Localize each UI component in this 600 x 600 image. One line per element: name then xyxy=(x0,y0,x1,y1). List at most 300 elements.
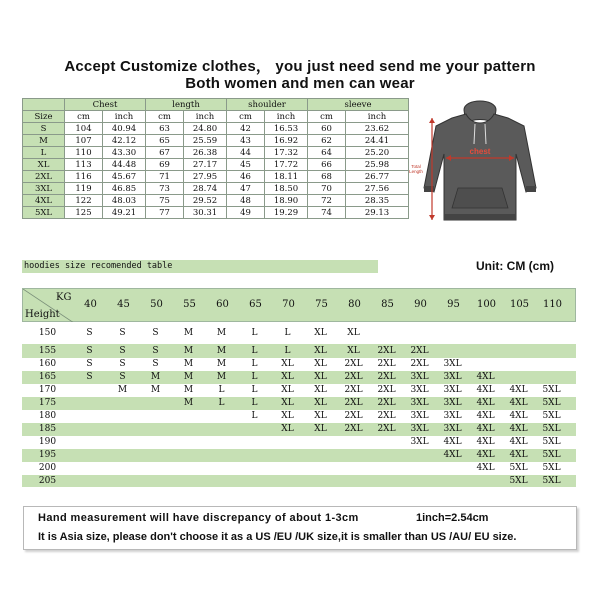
measurement-cell: 60 xyxy=(308,123,346,135)
size-row xyxy=(23,195,409,207)
recommended-size-cell: 4XL xyxy=(509,424,528,434)
height-row xyxy=(22,436,576,449)
recommended-size-cell: 4XL xyxy=(443,437,462,447)
recommended-size-cell: L xyxy=(251,372,258,382)
recommended-size-cell: 2XL xyxy=(344,398,363,408)
measurement-cell: 64 xyxy=(308,147,346,159)
recommended-size-cell: S xyxy=(152,346,159,356)
notes-box xyxy=(23,506,577,550)
recommended-size-cell: M xyxy=(183,398,194,408)
height-cell: 170 xyxy=(38,385,57,395)
cuff-right xyxy=(526,186,536,192)
recommended-size-cell: M xyxy=(216,346,227,356)
measurement-cell: 19.29 xyxy=(265,207,308,219)
measurement-cell: 27.95 xyxy=(184,171,227,183)
recommended-size-cell: 3XL xyxy=(410,385,429,395)
measurement-cell: 49 xyxy=(227,207,265,219)
recommended-size-cell: S xyxy=(152,328,159,338)
recommended-size-cell: M xyxy=(216,359,227,369)
recommended-size-cell xyxy=(436,475,469,487)
recommended-size-cell: 4XL xyxy=(476,463,495,473)
recommended-size-cell: M xyxy=(216,328,227,338)
measurement-cell: 69 xyxy=(146,159,184,171)
recommended-size-cell xyxy=(271,462,304,475)
recommended-size-cell xyxy=(139,475,172,487)
recommended-size-cell xyxy=(238,449,271,462)
recommended-size-cell: M xyxy=(183,385,194,395)
size-row xyxy=(23,183,409,195)
group-chest: Chest xyxy=(65,99,146,111)
recommended-size-cell: XL xyxy=(314,372,327,382)
recommended-size-cell xyxy=(502,322,535,344)
recommended-size-cell xyxy=(139,410,172,423)
recommended-size-cell xyxy=(271,475,304,487)
inch-conversion-note: 1inch=2.54cm xyxy=(416,512,489,524)
recommended-size-cell: M xyxy=(183,328,194,338)
size-label-cell: 2XL xyxy=(23,171,65,183)
size-row xyxy=(23,123,409,135)
measurement-cell: 63 xyxy=(146,123,184,135)
size-label-cell: M xyxy=(23,135,65,147)
recommended-size-cell: 5XL xyxy=(542,385,561,395)
measurement-cell: 26.38 xyxy=(184,147,227,159)
recommended-size-cell xyxy=(205,410,238,423)
recommended-size-cell: L xyxy=(251,346,258,356)
recommended-size-cell xyxy=(502,358,535,371)
recommended-size-cell: L xyxy=(251,359,258,369)
measurement-cell: 24.80 xyxy=(184,123,227,135)
measurement-cell: 17.72 xyxy=(265,159,308,171)
recommended-size-cell: L xyxy=(251,398,258,408)
hem xyxy=(444,214,516,220)
recommended-size-cell xyxy=(271,449,304,462)
recommended-size-cell xyxy=(106,410,139,423)
recommended-size-cell: S xyxy=(119,359,126,369)
measurement-cell: 29.13 xyxy=(346,207,409,219)
recommended-size-cell xyxy=(469,344,502,358)
measurement-cell: 116 xyxy=(65,171,103,183)
recommended-size-cell: L xyxy=(251,385,258,395)
measurement-cell: 29.52 xyxy=(184,195,227,207)
height-row xyxy=(22,344,576,358)
height-row xyxy=(22,397,576,410)
measurement-cell: 62 xyxy=(308,135,346,147)
size-label-cell: L xyxy=(23,147,65,159)
unit-cell: cm xyxy=(146,111,184,123)
height-row xyxy=(22,358,576,371)
recommended-size-cell xyxy=(73,384,106,397)
size-label-cell: 3XL xyxy=(23,183,65,195)
recommended-size-cell xyxy=(106,475,139,487)
weight-header-cell: 100 xyxy=(476,299,497,310)
size-row xyxy=(23,159,409,171)
measurement-cell: 122 xyxy=(65,195,103,207)
size-measurement-table xyxy=(22,98,409,219)
recommended-size-cell: 5XL xyxy=(542,424,561,434)
recommended-size-cell xyxy=(271,436,304,449)
size-row xyxy=(23,147,409,159)
size-label-cell: S xyxy=(23,123,65,135)
recommended-size-cell: 3XL xyxy=(443,372,462,382)
measurement-cell: 28.35 xyxy=(346,195,409,207)
recommended-size-cell xyxy=(139,462,172,475)
recommended-size-cell xyxy=(205,436,238,449)
weight-header-cell: 85 xyxy=(381,299,394,310)
height-cell: 200 xyxy=(38,463,57,473)
measurement-cell: 45.67 xyxy=(103,171,146,183)
recommended-size-cell: S xyxy=(119,328,126,338)
recommended-size-cell: 3XL xyxy=(443,385,462,395)
measurement-cell: 16.53 xyxy=(265,123,308,135)
recommended-size-cell: 2XL xyxy=(377,411,396,421)
recommended-size-cell xyxy=(403,322,436,344)
measurement-cell: 71 xyxy=(146,171,184,183)
recommended-size-cell: M xyxy=(150,385,161,395)
measurement-cell: 23.62 xyxy=(346,123,409,135)
size-label-cell: 4XL xyxy=(23,195,65,207)
weight-header-cell: 110 xyxy=(542,299,563,310)
weight-header-cell: 60 xyxy=(216,299,229,310)
weight-header-cell: 105 xyxy=(509,299,530,310)
recommended-size-cell xyxy=(205,462,238,475)
recommended-size-cell: 4XL xyxy=(509,450,528,460)
height-cell: 155 xyxy=(38,346,57,356)
measurement-cell: 25.98 xyxy=(346,159,409,171)
recommended-size-cell: 5XL xyxy=(509,476,528,486)
recommended-size-cell xyxy=(403,449,436,462)
chest-label: chest xyxy=(469,147,491,156)
recommended-size-cell xyxy=(238,423,271,436)
height-cell: 195 xyxy=(38,450,57,460)
recommended-size-cell xyxy=(502,344,535,358)
recommended-size-cell xyxy=(172,462,205,475)
measurement-cell: 25.20 xyxy=(346,147,409,159)
height-row xyxy=(22,371,576,384)
recommended-size-cell: 2XL xyxy=(377,372,396,382)
measurement-cell: 25.59 xyxy=(184,135,227,147)
unit-cell: inch xyxy=(184,111,227,123)
length-arrowhead-bottom xyxy=(429,215,435,220)
recommended-size-cell xyxy=(73,449,106,462)
group-length: length xyxy=(146,99,227,111)
recommended-size-cell xyxy=(172,410,205,423)
recommended-size-cell: S xyxy=(119,346,126,356)
height-label: Height xyxy=(25,309,60,320)
recommended-size-cell: 4XL xyxy=(476,424,495,434)
measurement-note: Hand measurement will have discrepancy of about 1-3cm xyxy=(38,512,359,524)
recommended-size-cell: 4XL xyxy=(476,385,495,395)
group-shoulder: shoulder xyxy=(227,99,308,111)
height-cell: 175 xyxy=(38,398,57,408)
recommended-size-cell: 2XL xyxy=(344,385,363,395)
recommended-size-cell: 4XL xyxy=(476,372,495,382)
recommended-size-cell xyxy=(436,462,469,475)
recommended-size-cell xyxy=(106,436,139,449)
recommended-size-cell: S xyxy=(152,359,159,369)
recommended-size-cell xyxy=(403,462,436,475)
recommended-size-cell xyxy=(172,449,205,462)
recommended-size-cell: 5XL xyxy=(542,437,561,447)
weight-header-cell: 90 xyxy=(414,299,427,310)
measurement-cell: 18.11 xyxy=(265,171,308,183)
size-column-label: Size xyxy=(23,111,65,123)
recommended-size-cell xyxy=(304,449,337,462)
unit-label: Unit: CM (cm) xyxy=(476,259,554,273)
measurement-cell: 18.90 xyxy=(265,195,308,207)
measurement-cell: 49.21 xyxy=(103,207,146,219)
recommended-size-cell xyxy=(106,449,139,462)
recommended-size-cell: L xyxy=(284,328,291,338)
height-row xyxy=(22,384,576,397)
recommended-size-cell xyxy=(337,449,370,462)
recommended-size-cell: 3XL xyxy=(410,372,429,382)
recommended-size-cell: XL xyxy=(281,398,294,408)
weight-header-cell: 80 xyxy=(348,299,361,310)
recommended-size-cell: S xyxy=(119,372,126,382)
recommended-size-cell: 2XL xyxy=(410,346,429,356)
unit-cell: cm xyxy=(65,111,103,123)
height-cell: 190 xyxy=(38,437,57,447)
recommended-size-cell: M xyxy=(117,385,128,395)
recommended-size-cell: L xyxy=(251,411,258,421)
recommended-size-cell xyxy=(436,344,469,358)
title-line-2: Both women and men can wear xyxy=(185,75,415,92)
recommended-size-cell: 4XL xyxy=(509,398,528,408)
recommended-size-cell: 4XL xyxy=(476,437,495,447)
recommended-size-cell xyxy=(73,397,106,410)
recommended-size-cell: 2XL xyxy=(344,359,363,369)
recommended-size-cell: 4XL xyxy=(476,398,495,408)
size-label-cell: XL xyxy=(23,159,65,171)
recommended-size-cell xyxy=(370,322,403,344)
weight-header-cell: 45 xyxy=(117,299,130,310)
recommended-size-cell: 2XL xyxy=(377,346,396,356)
recommended-size-cell xyxy=(106,397,139,410)
measurement-cell: 125 xyxy=(65,207,103,219)
measurement-cell: 16.92 xyxy=(265,135,308,147)
measurement-cell: 30.31 xyxy=(184,207,227,219)
recommended-size-cell xyxy=(139,423,172,436)
recommended-size-cell: L xyxy=(251,328,258,338)
recommended-size-cell: 2XL xyxy=(377,359,396,369)
recommended-size-cell: XL xyxy=(314,398,327,408)
recommended-size-cell: XL xyxy=(347,346,360,356)
recommended-size-cell: XL xyxy=(314,328,327,338)
measurement-cell: 48 xyxy=(227,195,265,207)
recommended-size-cell xyxy=(469,358,502,371)
recommended-size-cell: 3XL xyxy=(410,424,429,434)
recommended-size-cell: L xyxy=(218,385,225,395)
recommended-size-cell xyxy=(403,475,436,487)
recommended-size-cell xyxy=(106,462,139,475)
height-row xyxy=(22,410,576,423)
recommended-size-cell xyxy=(370,436,403,449)
measurement-cell: 47 xyxy=(227,183,265,195)
measurement-cell: 42.12 xyxy=(103,135,146,147)
measurement-cell: 42 xyxy=(227,123,265,135)
recommended-size-cell: XL xyxy=(281,385,294,395)
recommended-size-cell: 4XL xyxy=(476,411,495,421)
recommended-size-cell xyxy=(337,475,370,487)
measurement-cell: 113 xyxy=(65,159,103,171)
measurement-cell: 46 xyxy=(227,171,265,183)
recommended-size-cell: XL xyxy=(347,328,360,338)
size-table-corner xyxy=(23,99,65,111)
measurement-cell: 70 xyxy=(308,183,346,195)
unit-cell: inch xyxy=(346,111,409,123)
recommended-size-cell xyxy=(370,475,403,487)
recommended-size-cell: 5XL xyxy=(542,450,561,460)
measurement-cell: 43 xyxy=(227,135,265,147)
recommended-size-cell: 2XL xyxy=(344,411,363,421)
recommended-size-cell xyxy=(238,462,271,475)
recommended-size-cell: S xyxy=(86,346,93,356)
recommended-size-cell: XL xyxy=(314,424,327,434)
recommended-size-cell: 2XL xyxy=(344,424,363,434)
measurement-cell: 74 xyxy=(308,207,346,219)
recommended-size-cell: 4XL xyxy=(509,385,528,395)
measurement-cell: 75 xyxy=(146,195,184,207)
recommended-size-cell: 3XL xyxy=(443,359,462,369)
recommended-size-cell: 2XL xyxy=(377,424,396,434)
measurement-cell: 40.94 xyxy=(103,123,146,135)
recommended-size-cell: XL xyxy=(314,346,327,356)
recommended-size-cell xyxy=(73,462,106,475)
recommended-size-cell xyxy=(106,423,139,436)
size-row xyxy=(23,171,409,183)
hoodie-diagram xyxy=(400,96,560,231)
measurement-cell: 107 xyxy=(65,135,103,147)
recommended-size-cell: M xyxy=(183,346,194,356)
measurement-cell: 18.50 xyxy=(265,183,308,195)
recommended-size-cell: XL xyxy=(281,411,294,421)
recommended-size-cell: 2XL xyxy=(377,398,396,408)
height-cell: 150 xyxy=(38,328,57,338)
length-arrowhead-top xyxy=(429,118,435,123)
weight-header-cell: 40 xyxy=(84,299,97,310)
recommended-size-cell: 4XL xyxy=(509,437,528,447)
recommended-size-cell xyxy=(337,462,370,475)
recommended-size-cell: 4XL xyxy=(443,450,462,460)
title-line-1: Accept Customize clothes， you just need send me your pattern xyxy=(64,58,536,75)
measurement-cell: 46.85 xyxy=(103,183,146,195)
recommended-size-cell: 4XL xyxy=(509,411,528,421)
measurement-cell: 73 xyxy=(146,183,184,195)
recommended-size-cell xyxy=(172,436,205,449)
recommended-size-cell xyxy=(205,449,238,462)
height-row xyxy=(22,423,576,436)
recommended-size-cell xyxy=(337,436,370,449)
unit-cell: inch xyxy=(103,111,146,123)
recommended-size-cell xyxy=(469,475,502,487)
recommended-size-cell xyxy=(535,371,568,384)
size-row xyxy=(23,207,409,219)
recommended-size-cell xyxy=(73,475,106,487)
height-cell: 180 xyxy=(38,411,57,421)
recommended-size-cell xyxy=(535,344,568,358)
size-table-unit-row xyxy=(23,111,409,123)
height-cell: 205 xyxy=(38,476,57,486)
measurement-cell: 110 xyxy=(65,147,103,159)
recommended-size-cell xyxy=(370,449,403,462)
measurement-cell: 28.74 xyxy=(184,183,227,195)
recommended-size-cell: L xyxy=(284,346,291,356)
measurement-cell: 104 xyxy=(65,123,103,135)
recommended-size-cell: XL xyxy=(314,359,327,369)
recommended-size-cell: S xyxy=(86,372,93,382)
recommended-size-cell xyxy=(73,410,106,423)
kg-label: KG xyxy=(56,292,72,303)
recommended-size-cell xyxy=(304,436,337,449)
weight-header-cell: 50 xyxy=(150,299,163,310)
measurement-cell: 27.17 xyxy=(184,159,227,171)
unit-cell: cm xyxy=(308,111,346,123)
recommended-size-cell xyxy=(535,358,568,371)
measurement-cell: 44.48 xyxy=(103,159,146,171)
asia-size-note: It is Asia size, please don't choose it as a US /EU /UK size,it is smaller than US /AU/ EU size. xyxy=(38,531,517,543)
size-table-group-row xyxy=(23,99,409,111)
recommended-size-cell: S xyxy=(86,328,93,338)
measurement-cell: 43.30 xyxy=(103,147,146,159)
recommended-size-cell: 2XL xyxy=(377,385,396,395)
recommended-size-cell: M xyxy=(183,372,194,382)
height-cell: 160 xyxy=(38,359,57,369)
weight-header-cell: 55 xyxy=(183,299,196,310)
recommended-size-cell xyxy=(469,322,502,344)
size-row xyxy=(23,135,409,147)
size-label-cell: 5XL xyxy=(23,207,65,219)
recommended-size-cell xyxy=(238,475,271,487)
measurement-cell: 77 xyxy=(146,207,184,219)
recommended-size-cell: 2XL xyxy=(344,372,363,382)
measurement-cell: 65 xyxy=(146,135,184,147)
recommended-size-cell: XL xyxy=(281,372,294,382)
recommended-size-cell: 5XL xyxy=(542,463,561,473)
recommended-size-cell: S xyxy=(86,359,93,369)
recommended-size-cell: XL xyxy=(281,359,294,369)
recommended-size-cell xyxy=(304,462,337,475)
recommended-size-cell: XL xyxy=(281,424,294,434)
measurement-cell: 26.77 xyxy=(346,171,409,183)
recommended-size-cell xyxy=(304,475,337,487)
recommended-size-cell xyxy=(205,475,238,487)
measurement-cell: 119 xyxy=(65,183,103,195)
recommended-size-cell: XL xyxy=(314,411,327,421)
recommend-table-title: hoodies size recomended table xyxy=(22,260,378,273)
recommended-size-cell: 3XL xyxy=(410,398,429,408)
weight-header-cell: 65 xyxy=(249,299,262,310)
unit-cell: cm xyxy=(227,111,265,123)
measurement-cell: 45 xyxy=(227,159,265,171)
unit-cell: inch xyxy=(265,111,308,123)
recommended-size-cell: 5XL xyxy=(542,398,561,408)
measurement-cell: 44 xyxy=(227,147,265,159)
recommended-size-cell xyxy=(238,436,271,449)
recommended-size-cell: XL xyxy=(314,385,327,395)
measurement-cell: 17.32 xyxy=(265,147,308,159)
grid-header xyxy=(22,288,576,322)
height-row xyxy=(22,475,576,487)
weight-header-cell: 95 xyxy=(447,299,460,310)
total-length-label-line1: Total xyxy=(411,164,421,169)
recommended-size-cell: 3XL xyxy=(443,398,462,408)
recommended-size-cell xyxy=(139,436,172,449)
recommended-size-cell xyxy=(139,449,172,462)
measurement-cell: 66 xyxy=(308,159,346,171)
group-sleeve: sleeve xyxy=(308,99,409,111)
pocket xyxy=(452,188,508,208)
measurement-cell: 48.03 xyxy=(103,195,146,207)
